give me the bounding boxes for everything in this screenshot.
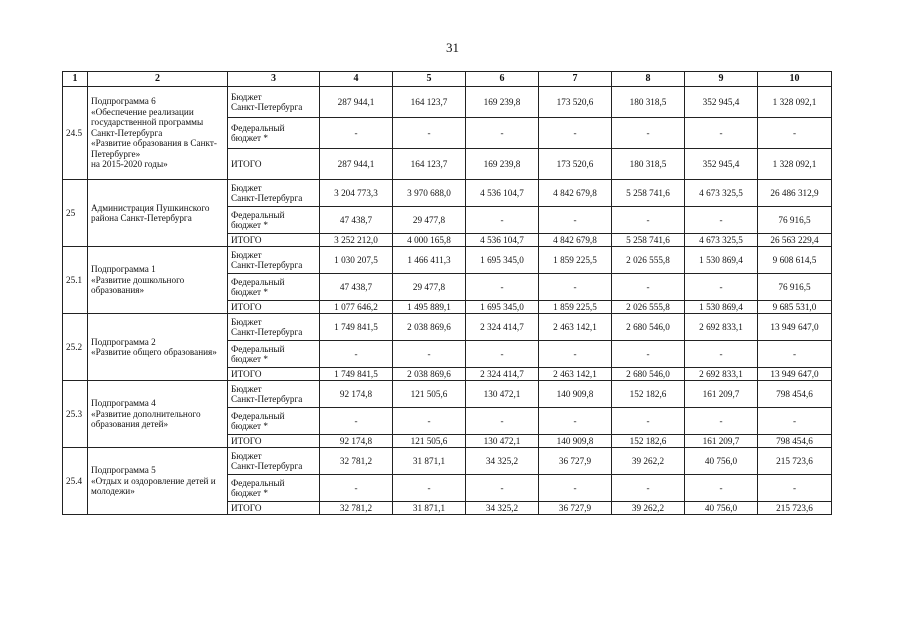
budget-table: [62, 71, 832, 515]
amount-cell: -: [466, 207, 539, 234]
program-name: Подпрограмма 5 «Отдых и оздоровление детей и молодежи»: [88, 448, 228, 515]
amount-cell: 121 505,6: [393, 381, 466, 408]
amount-cell: 1 495 889,1: [393, 301, 466, 314]
amount-cell: 2 026 555,8: [612, 301, 685, 314]
amount-cell: 2 680 546,0: [612, 314, 685, 341]
header-cell: 5: [393, 72, 466, 87]
funding-source: Бюджет Санкт-Петербурга: [228, 448, 320, 475]
amount-cell: -: [612, 207, 685, 234]
amount-cell: -: [612, 341, 685, 368]
amount-cell: 2 026 555,8: [612, 247, 685, 274]
amount-cell: 287 944,1: [320, 87, 393, 118]
amount-cell: -: [539, 274, 612, 301]
amount-cell: 4 842 679,8: [539, 180, 612, 207]
amount-cell: -: [466, 408, 539, 435]
amount-cell: 798 454,6: [758, 381, 832, 408]
amount-cell: 9 608 614,5: [758, 247, 832, 274]
amount-cell: 130 472,1: [466, 381, 539, 408]
amount-cell: 180 318,5: [612, 149, 685, 180]
amount-cell: -: [685, 475, 758, 502]
amount-cell: 121 505,6: [393, 435, 466, 448]
amount-cell: 1 328 092,1: [758, 149, 832, 180]
amount-cell: 31 871,1: [393, 502, 466, 515]
table-row: [63, 381, 832, 408]
amount-cell: 92 174,8: [320, 381, 393, 408]
amount-cell: -: [612, 274, 685, 301]
amount-cell: 161 209,7: [685, 381, 758, 408]
amount-cell: 161 209,7: [685, 435, 758, 448]
amount-cell: 1 859 225,5: [539, 247, 612, 274]
amount-cell: 1 749 841,5: [320, 368, 393, 381]
table-row: [63, 448, 832, 475]
program-name: Подпрограмма 2 «Развитие общего образования»: [88, 314, 228, 381]
header-cell: 8: [612, 72, 685, 87]
table-row: [63, 247, 832, 274]
amount-cell: -: [612, 475, 685, 502]
amount-cell: -: [685, 118, 758, 149]
amount-cell: 1 695 345,0: [466, 301, 539, 314]
amount-cell: -: [685, 341, 758, 368]
amount-cell: 140 909,8: [539, 435, 612, 448]
amount-cell: 1 077 646,2: [320, 301, 393, 314]
amount-cell: 34 325,2: [466, 448, 539, 475]
amount-cell: 47 438,7: [320, 207, 393, 234]
amount-cell: -: [320, 341, 393, 368]
amount-cell: 5 258 741,6: [612, 234, 685, 247]
amount-cell: 180 318,5: [612, 87, 685, 118]
amount-cell: 2 324 414,7: [466, 314, 539, 341]
amount-cell: 3 252 212,0: [320, 234, 393, 247]
amount-cell: -: [393, 118, 466, 149]
page-number: 31: [446, 40, 459, 55]
amount-cell: 1 859 225,5: [539, 301, 612, 314]
amount-cell: 9 685 531,0: [758, 301, 832, 314]
amount-cell: -: [320, 408, 393, 435]
amount-cell: 130 472,1: [466, 435, 539, 448]
amount-cell: 47 438,7: [320, 274, 393, 301]
amount-cell: 2 324 414,7: [466, 368, 539, 381]
amount-cell: 3 970 688,0: [393, 180, 466, 207]
amount-cell: 1 530 869,4: [685, 301, 758, 314]
amount-cell: 4 673 325,5: [685, 180, 758, 207]
amount-cell: 39 262,2: [612, 502, 685, 515]
amount-cell: 40 756,0: [685, 448, 758, 475]
funding-source: ИТОГО: [228, 234, 320, 247]
amount-cell: 29 477,8: [393, 207, 466, 234]
amount-cell: 169 239,8: [466, 87, 539, 118]
amount-cell: 13 949 647,0: [758, 368, 832, 381]
amount-cell: 1 030 207,5: [320, 247, 393, 274]
amount-cell: 13 949 647,0: [758, 314, 832, 341]
amount-cell: 4 536 104,7: [466, 234, 539, 247]
amount-cell: 152 182,6: [612, 381, 685, 408]
amount-cell: 173 520,6: [539, 149, 612, 180]
header-cell: 6: [466, 72, 539, 87]
amount-cell: 169 239,8: [466, 149, 539, 180]
funding-source: Федеральный бюджет *: [228, 118, 320, 149]
header-cell: 4: [320, 72, 393, 87]
amount-cell: 140 909,8: [539, 381, 612, 408]
amount-cell: 29 477,8: [393, 274, 466, 301]
header-cell: 7: [539, 72, 612, 87]
amount-cell: -: [539, 118, 612, 149]
funding-source: Бюджет Санкт-Петербурга: [228, 180, 320, 207]
amount-cell: 34 325,2: [466, 502, 539, 515]
amount-cell: 2 038 869,6: [393, 368, 466, 381]
program-name: Подпрограмма 6 «Обеспечение реализации государственной программы Санкт-Петербурга «Развитие образования в Санкт-Петербурге» на 2015-2020 годы»: [88, 87, 228, 180]
amount-cell: 2 463 142,1: [539, 314, 612, 341]
amount-cell: 1 749 841,5: [320, 314, 393, 341]
amount-cell: 164 123,7: [393, 149, 466, 180]
amount-cell: -: [393, 341, 466, 368]
funding-source: Бюджет Санкт-Петербурга: [228, 381, 320, 408]
amount-cell: 2 038 869,6: [393, 314, 466, 341]
item-number: 25.3: [63, 381, 88, 448]
header-cell: 1: [63, 72, 88, 87]
funding-source: ИТОГО: [228, 368, 320, 381]
table-row: [63, 180, 832, 207]
amount-cell: 4 536 104,7: [466, 180, 539, 207]
amount-cell: 36 727,9: [539, 448, 612, 475]
funding-source: ИТОГО: [228, 435, 320, 448]
amount-cell: -: [685, 274, 758, 301]
amount-cell: -: [320, 475, 393, 502]
amount-cell: 1 695 345,0: [466, 247, 539, 274]
amount-cell: 798 454,6: [758, 435, 832, 448]
amount-cell: 164 123,7: [393, 87, 466, 118]
program-name: Подпрограмма 1 «Развитие дошкольного образования»: [88, 247, 228, 314]
amount-cell: -: [393, 475, 466, 502]
amount-cell: 36 727,9: [539, 502, 612, 515]
amount-cell: 2 463 142,1: [539, 368, 612, 381]
funding-source: ИТОГО: [228, 301, 320, 314]
funding-source: Бюджет Санкт-Петербурга: [228, 87, 320, 118]
amount-cell: 352 945,4: [685, 87, 758, 118]
amount-cell: 31 871,1: [393, 448, 466, 475]
amount-cell: 76 916,5: [758, 274, 832, 301]
funding-source: ИТОГО: [228, 149, 320, 180]
amount-cell: -: [685, 408, 758, 435]
amount-cell: -: [539, 207, 612, 234]
amount-cell: -: [320, 118, 393, 149]
amount-cell: 287 944,1: [320, 149, 393, 180]
table-row: [63, 87, 832, 118]
funding-source: Федеральный бюджет *: [228, 341, 320, 368]
funding-source: Федеральный бюджет *: [228, 274, 320, 301]
funding-source: ИТОГО: [228, 502, 320, 515]
amount-cell: 1 466 411,3: [393, 247, 466, 274]
item-number: 25.1: [63, 247, 88, 314]
amount-cell: 26 486 312,9: [758, 180, 832, 207]
item-number: 24.5: [63, 87, 88, 180]
amount-cell: 152 182,6: [612, 435, 685, 448]
funding-source: Бюджет Санкт-Петербурга: [228, 247, 320, 274]
amount-cell: 4 842 679,8: [539, 234, 612, 247]
header-cell: 2: [88, 72, 228, 87]
funding-source: Федеральный бюджет *: [228, 475, 320, 502]
amount-cell: 39 262,2: [612, 448, 685, 475]
funding-source: Бюджет Санкт-Петербурга: [228, 314, 320, 341]
funding-source: Федеральный бюджет *: [228, 207, 320, 234]
table-row: [63, 314, 832, 341]
program-name: Администрация Пушкинского района Санкт-Петербурга: [88, 180, 228, 247]
amount-cell: 4 000 165,8: [393, 234, 466, 247]
amount-cell: 40 756,0: [685, 502, 758, 515]
amount-cell: 2 680 546,0: [612, 368, 685, 381]
amount-cell: -: [393, 408, 466, 435]
amount-cell: 5 258 741,6: [612, 180, 685, 207]
amount-cell: -: [758, 118, 832, 149]
amount-cell: 26 563 229,4: [758, 234, 832, 247]
amount-cell: -: [539, 341, 612, 368]
header-row: [63, 72, 832, 87]
header-cell: 3: [228, 72, 320, 87]
amount-cell: -: [466, 118, 539, 149]
amount-cell: 92 174,8: [320, 435, 393, 448]
amount-cell: -: [539, 475, 612, 502]
item-number: 25.2: [63, 314, 88, 381]
header-cell: 10: [758, 72, 832, 87]
amount-cell: 2 692 833,1: [685, 314, 758, 341]
item-number: 25: [63, 180, 88, 247]
amount-cell: 215 723,6: [758, 448, 832, 475]
amount-cell: -: [612, 408, 685, 435]
amount-cell: 32 781,2: [320, 448, 393, 475]
amount-cell: -: [758, 475, 832, 502]
amount-cell: -: [466, 475, 539, 502]
amount-cell: 76 916,5: [758, 207, 832, 234]
amount-cell: -: [539, 408, 612, 435]
amount-cell: -: [466, 341, 539, 368]
amount-cell: 4 673 325,5: [685, 234, 758, 247]
amount-cell: 1 328 092,1: [758, 87, 832, 118]
amount-cell: -: [685, 207, 758, 234]
amount-cell: 215 723,6: [758, 502, 832, 515]
amount-cell: 173 520,6: [539, 87, 612, 118]
funding-source: Федеральный бюджет *: [228, 408, 320, 435]
amount-cell: -: [612, 118, 685, 149]
amount-cell: 1 530 869,4: [685, 247, 758, 274]
amount-cell: -: [466, 274, 539, 301]
amount-cell: 2 692 833,1: [685, 368, 758, 381]
amount-cell: -: [758, 341, 832, 368]
item-number: 25.4: [63, 448, 88, 515]
amount-cell: 32 781,2: [320, 502, 393, 515]
header-cell: 9: [685, 72, 758, 87]
amount-cell: 3 204 773,3: [320, 180, 393, 207]
amount-cell: 352 945,4: [685, 149, 758, 180]
amount-cell: -: [758, 408, 832, 435]
program-name: Подпрограмма 4 «Развитие дополнительного образования детей»: [88, 381, 228, 448]
